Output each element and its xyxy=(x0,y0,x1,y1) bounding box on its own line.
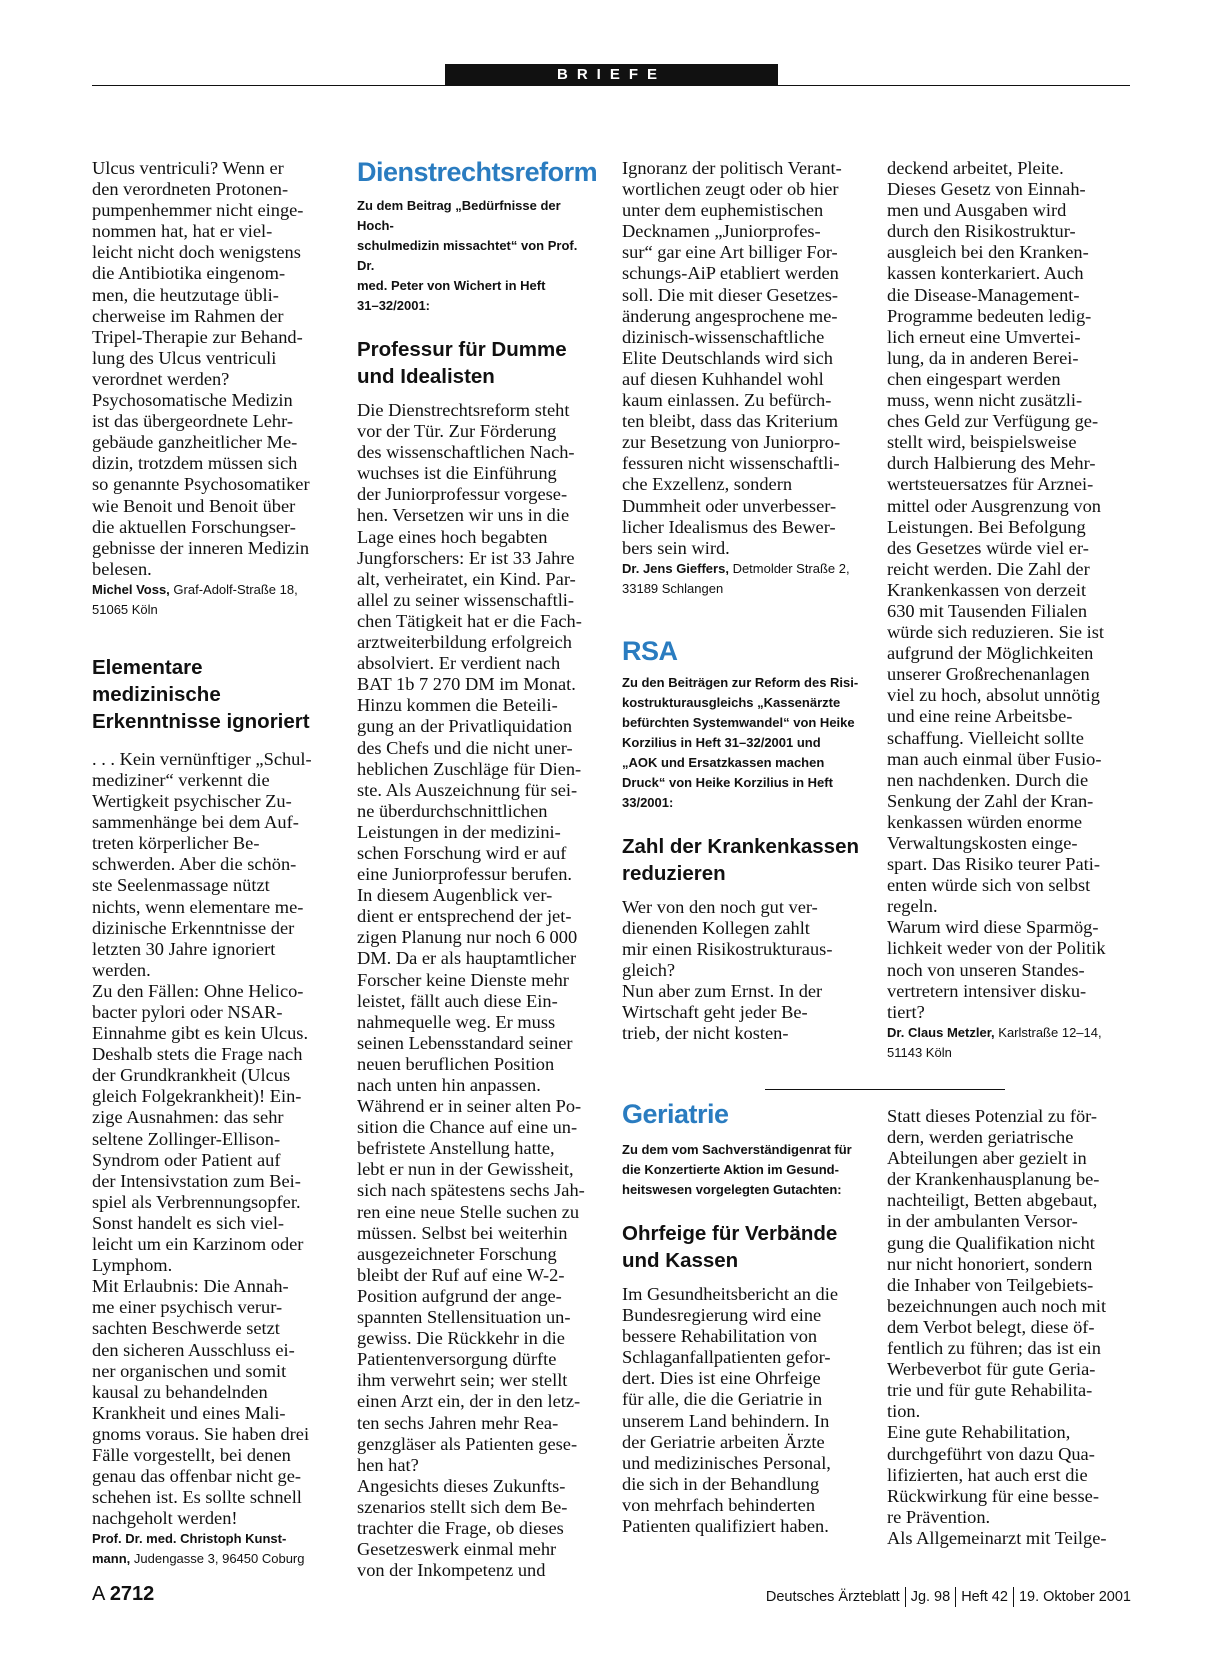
letter-gieffers-signature xyxy=(622,559,862,599)
signature-address: Judengasse 3, 96450 Coburg xyxy=(130,1551,305,1567)
letter-geriatrie-headline: Ohrfeige für Verbände und Kassen xyxy=(622,1222,838,1272)
signature-name: Dr. Jens Gieffers, xyxy=(622,560,729,576)
journal-date: 19. Oktober 2001 xyxy=(1018,1589,1131,1605)
signature-address: Karlstraße 12–14, 51143 Köln xyxy=(887,1024,1102,1060)
footer-separator xyxy=(905,1587,906,1607)
footer-separator xyxy=(1013,1587,1014,1607)
letter-kunstmann-headline: Elementare medizinische Erkenntnisse ignoriert xyxy=(92,655,310,733)
letter-geriatrie-text: Im Gesundheitsbericht an die Bundesregierung wird eine bessere Rehabilitation von Schlaganfallpatienten gefor- dert. Dies ist eine Ohrfeige für alle, die die Geriatrie in unserem Land behindern. In der Geriatrie arbeiten Ärzte und medizinisches Personal, die sich in der Behandlung von mehrfach behinderten Patienten qualifiziert haben. xyxy=(622,1284,839,1537)
letter-voss-signature xyxy=(92,580,332,620)
article-intro: Zu den Beiträgen zur Reform des Risi- kostrukturausgleichs „Kassenärzte befürchten Systemwandel“ von Heike Korzilius in Heft 31–32/2001 und „AOK und Ersatzkassen machen Druck“ von Heike Korzilius in Heft 33/2001: xyxy=(622,674,859,810)
signature-address: Graf-Adolf-Straße 18, 51065 Köln xyxy=(92,581,298,617)
section-title-geriatrie: Geriatrie xyxy=(622,1099,729,1129)
geriatrie-continued xyxy=(887,1106,1132,1549)
article-intro: Zu dem Beitrag „Bedürfnisse der Hoch- schulmedizin missachtet“ von Prof. Dr. med. Peter von Wichert in Heft 31–32/2001: xyxy=(357,198,578,313)
letter-kunstmann-signature xyxy=(92,1529,332,1569)
column-3 xyxy=(622,158,862,1044)
letter-metzler-headline: Zahl der Krankenkassen reduzieren xyxy=(622,834,859,885)
footer-separator xyxy=(955,1587,956,1607)
letter-metzler-text-continued: deckend arbeitet, Pleite. Dieses Gesetz von Einnah- men und Ausgaben wird durch den Risikostruktur- ausgleich bei den Kranken- kassen konterkariert. Auch die Disease-Management- Programme bedeuten ledig- lich erneut eine Umvertei- lung, da in anderen Berei- chen eingespart werden muss, wenn nicht zusätzli- ches Geld zur Verfügung ge- stellt wird, beispielsweise durch Halbierung des Mehr- wertsteuersatzes für Arznei- mittel oder Ausgrenzung von Leistungen. Bei Befolgung des Gesetzes würde viel er- reicht werden. Die Zahl der Krankenkassen von derzeit 630 mit Tausenden Filialen würde sich reduzieren. Sie ist aufgrund der Möglichkeiten unserer Großrechenanlagen viel zu hoch, absolut unnötig und eine reine Arbeitsbe- schaffung. Vielleicht sollte man auch einmal über Fusio- nen nachdenken. Durch die Senkung der Zahl der Kran- kenkassen würden enorme Verwaltungskosten einge- spart. Das Risiko teurer Pati- enten würde sich von selbst regeln. Warum wird diese Sparmög- lichkeit weder von der Politik noch von unseren Standes- vertretern intensiver disku- tiert? xyxy=(887,158,1106,1022)
article-intro: Zu dem vom Sachverständigenrat für die Konzertierte Aktion im Gesund- heitswesen vorgelegten Gutachten: xyxy=(622,1142,852,1197)
page-number-value: 2712 xyxy=(109,1583,155,1605)
letter-gieffers-headline: Professur für Dumme und Idealisten xyxy=(357,338,567,388)
letter-geriatrie-text-continued: Statt dieses Potenzial zu för- dern, werden geriatrische Abteilungen aber gezielt in der Krankenhausplanung be- nachteiligt, Betten abgebaut, in der ambulanten Versor- gung die Qualifikation nicht nur nicht honoriert, sondern die Inhaber von Teilgebiets- bezeichnungen auch noch mit dem Verbot belegt, diese öf- fentlich zu führen; das ist ein Werbeverbot für gute Geria- trie und für gute Rehabilita- tion. Eine gute Rehabilitation, durchgeführt von dazu Qua- lifizierten, hat auch erst die Rückwirkung für eine besse- re Prävention. Als Allgemeinarzt mit Teilge- xyxy=(887,1106,1107,1548)
section-header: BRIEFE xyxy=(445,64,778,86)
letter-metzler-text: Wer von den noch gut ver- dienenden Kollegen zahlt mir einen Risikostrukturaus- gleich? Nun aber zum Ernst. In der Wirtschaft geht jeder Be- trieb, der nicht kosten- xyxy=(622,896,833,1044)
letter-metzler-signature xyxy=(887,1023,1132,1063)
page-number xyxy=(92,1583,154,1606)
section-title-dienstrechtsreform: Dienstrechtsreform xyxy=(357,157,598,187)
column-1 xyxy=(92,158,332,1569)
section-divider xyxy=(765,1089,1005,1090)
journal-volume: Jg. 98 xyxy=(910,1589,951,1605)
column-4 xyxy=(887,158,1132,1063)
letter-voss-text: Ulcus ventriculi? Wenn er den verordneten Protonen- pumpenhemmer nicht einge- nommen hat, hat er viel- leicht nicht doch wenigstens die Antibiotika eingenom- men, die heutzutage übli- cherweise im Rahmen der Tripel-Therapie zur Behand- lung des Ulcus ventriculi verordnet werden? Psychosomatische Medizin ist das übergeordnete Lehr- gebäude ganzheitlicher Me- dizin, trotzdem müssen sich so genannte Psychosomatiker wie Benoit und Benoit über die aktuellen Forschungser- gebnisse der inneren Medizin belesen. xyxy=(92,158,310,579)
header-rule xyxy=(92,85,1130,86)
journal-footer xyxy=(766,1587,1131,1607)
letter-gieffers-text: Die Dienstrechtsreform steht vor der Tür. Zur Förderung des wissenschaftlichen Nach- wuchses ist die Einführung der Juniorprofessur vorgese- hen. Versetzen wir uns in die Lage eines hoch begabten Jungforschers: Er ist 33 Jahre alt, verheiratet, ein Kind. Par- allel zu seiner wissenschaftli- chen Tätigkeit hat er die Fach- arztweiterbildung erfolgreich absolviert. Er verdient nach BAT 1b 7 270 DM im Monat. Hinzu kommen die Beteili- gung an der Privatliquidation des Chefs und die nicht uner- heblichen Zuschläge für Dien- ste. Als Auszeichnung für sei- ne überdurchschnittlichen Leistungen in der medizini- schen Forschung wird er auf eine Juniorprofessur berufen. In diesem Augenblick ver- dient er entsprechend der jet- zigen Planung nur noch 6 000 DM. Da er als hauptamtlicher Forscher keine Dienste mehr leistet, fällt auch diese Ein- nahmequelle weg. Er muss seinen Lebensstandard seiner neuen beruflichen Position nach unten hin anpassen. Während er in seiner alten Po- sition die Chance auf eine un- befristete Anstellung hatte, lebt er nun in der Gewissheit, sich nach spätestens sechs Jah- ren eine neue Stelle suchen zu müssen. Selbst bei weiterhin ausgezeichneter Forschung bleibt der Ruf auf eine W-2- Position aufgrund der ange- spannten Stellensituation un- gewiss. Die Rückkehr in die Patientenversorgung dürfte ihm verwehrt sein; wer stellt einen Arzt ein, der in den letz- ten sechs Jahren mehr Rea- genzgläser als Patienten gese- hen hat? Angesichts dieses Zukunfts- szenarios stellt sich dem Be- trachter die Frage, ob dieses Gesetzeswerk einmal mehr von der Inkompetenz und xyxy=(357,400,585,1581)
signature-name: Prof. Dr. med. Christoph Kunst- mann, xyxy=(92,1531,287,1567)
geriatrie-section xyxy=(622,1098,862,1537)
journal-issue: Heft 42 xyxy=(961,1589,1008,1605)
section-title-rsa: RSA xyxy=(622,635,678,666)
signature-name: Michel Voss, xyxy=(92,581,170,597)
signature-name: Dr. Claus Metzler, xyxy=(887,1024,995,1040)
signature-address: Detmolder Straße 2, 33189 Schlangen xyxy=(622,560,850,596)
letter-kunstmann-text: . . . Kein vernünftiger „Schul- mediziner“ verkennt die Wertigkeit psychischer Zu- sammenhänge bei dem Auf- treten körperlicher Be- schwerden. Aber die schön- ste Seelenmassage nützt nichts, wenn elementare me- dizinische Erkenntnisse der letzten 30 Jahre ignoriert werden. Zu den Fällen: Ohne Helico- bacter pylori oder NSAR- Einnahme gibt es kein Ulcus. Deshalb stets die Frage nach der Grundkrankheit (Ulcus gleich Folgekrankheit)! Ein- zige Ausnahmen: das sehr seltene Zollinger-Ellison- Syndrom oder Patient auf der Intensivstation zum Bei- spiel als Verbrennungsopfer. Sonst handelt es sich viel- leicht um ein Karzinom oder Lymphom. Mit Erlaubnis: Die Annah- me einer psychisch verur- sachten Beschwerde setzt den sicheren Ausschluss ei- ner organischen und somit kausal zu behandelnden Krankheit und eines Mali- gnoms voraus. Sie haben drei Fälle vorgestellt, bei denen genau das offenbar nicht ge- schehen ist. Es sollte schnell nachgeholt werden! xyxy=(92,748,312,1529)
journal-name: Deutsches Ärzteblatt xyxy=(765,1589,900,1605)
letter-gieffers-text-continued: Ignoranz der politisch Verant- wortlichen zeugt oder ob hier unter dem euphemistischen Decknamen „Juniorprofes- sur“ gar eine Art billiger For- schungs-AiP etabliert werden soll. Die mit dieser Gesetzes- änderung angesprochene me- dizinisch-wissenschaftliche Elite Deutschlands wird sich auf diesen Kuhhandel wohl kaum einlassen. Zu befürch- ten bleibt, dass das Kriterium zur Besetzung von Juniorpro- fessuren nicht wissenschaftli- che Exzellenz, sondern Dummheit oder unverbesser- licher Idealismus des Bewer- bers sein wird. xyxy=(622,158,842,558)
page-prefix: A xyxy=(92,1583,105,1605)
column-2 xyxy=(357,156,597,1581)
